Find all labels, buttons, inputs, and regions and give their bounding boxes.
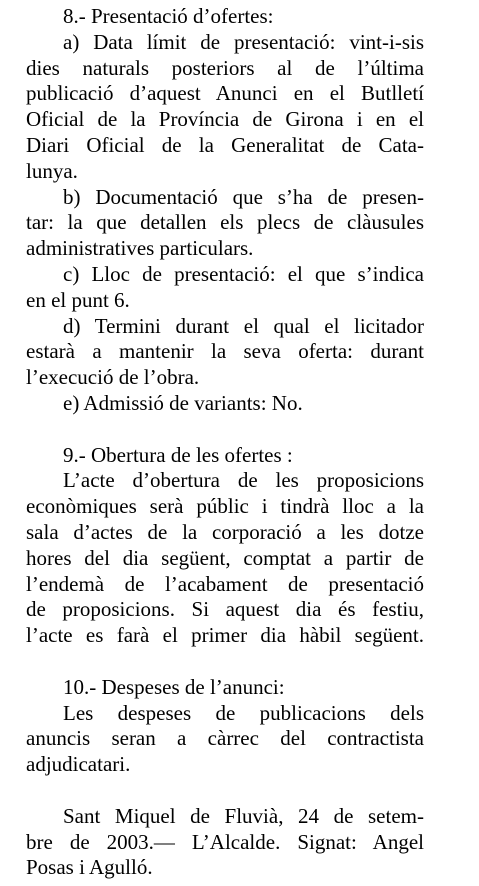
item-8a-line: Diari Oficial de la Generalitat de Cata- (26, 132, 424, 157)
section-10-heading: 10.- Despeses de l’anunci: (63, 674, 285, 699)
item-8a-line: publicació d’aquest Anunci en el Butlletí (26, 81, 424, 106)
item-8b-line: administratives particulars. (26, 236, 254, 261)
item-8d (26, 314, 424, 391)
section-9-line: sala d’actes de la corporació a les dotze (26, 519, 424, 544)
paragraph-gap (26, 778, 424, 804)
closing-signature (26, 804, 424, 881)
item-8a-line: Oficial de la Província de Girona i en el (26, 107, 424, 132)
section-9-line: L’acte d’obertura de les proposicions (63, 468, 424, 493)
item-8b-line: tar: la que detallen els plecs de clàusules (26, 210, 424, 235)
paragraph-gap (26, 649, 424, 675)
section-8-heading: 8.- Presentació d’ofertes: (63, 4, 274, 28)
section-9-line: econòmiques serà públic i tindrà lloc a la (26, 494, 424, 519)
section-8 (26, 4, 424, 417)
section-10-line: adjudicatari. (26, 752, 131, 777)
item-8a-line: a) Data límit de presentació: vint-i-sis (63, 29, 424, 54)
item-8b (26, 185, 424, 262)
announcement-page (26, 4, 424, 881)
section-9-heading: 9.- Obertura de les ofertes : (63, 442, 293, 467)
section-9-line: de proposicions. Si aquest dia és festiu, (26, 597, 424, 622)
item-8c-line: c) Lloc de presentació: el que s’indica (63, 261, 424, 286)
item-8a-line: dies naturals posteriors al de l’última (26, 55, 424, 80)
item-8d-line: l’execució de l’obra. (26, 365, 200, 390)
section-10-line: anuncis seran a càrrec del contractista (26, 726, 424, 751)
paragraph-gap (26, 417, 424, 443)
section-9-line: l’acte es farà el primer dia hàbil següent. (26, 623, 424, 648)
item-8d-line: d) Termini durant el qual el licitador (63, 313, 424, 338)
section-10-line: Les despeses de publicacions dels (63, 700, 424, 725)
closing-line: Posas i Agulló. (26, 855, 153, 880)
section-9 (26, 443, 424, 649)
item-8d-line: estarà a mantenir la seva oferta: durant (26, 339, 424, 364)
item-8e-line: e) Admissió de variants: No. (63, 390, 303, 415)
section-9-line: hores del dia següent, comptat a partir de (26, 545, 424, 570)
item-8c (26, 262, 424, 314)
section-10 (26, 675, 424, 778)
item-8a-line: lunya. (26, 158, 78, 183)
section-9-line: l’endemà de l’acabament de presentació (26, 571, 424, 596)
item-8a (26, 30, 424, 185)
item-8e (26, 391, 424, 417)
closing-line: Sant Miquel de Fluvià, 24 de setem- (63, 803, 424, 828)
item-8b-line: b) Documentació que s’ha de presen- (63, 184, 424, 209)
item-8c-line: en el punt 6. (26, 287, 130, 312)
closing-line: bre de 2003.— L’Alcalde. Signat: Angel (26, 829, 424, 854)
